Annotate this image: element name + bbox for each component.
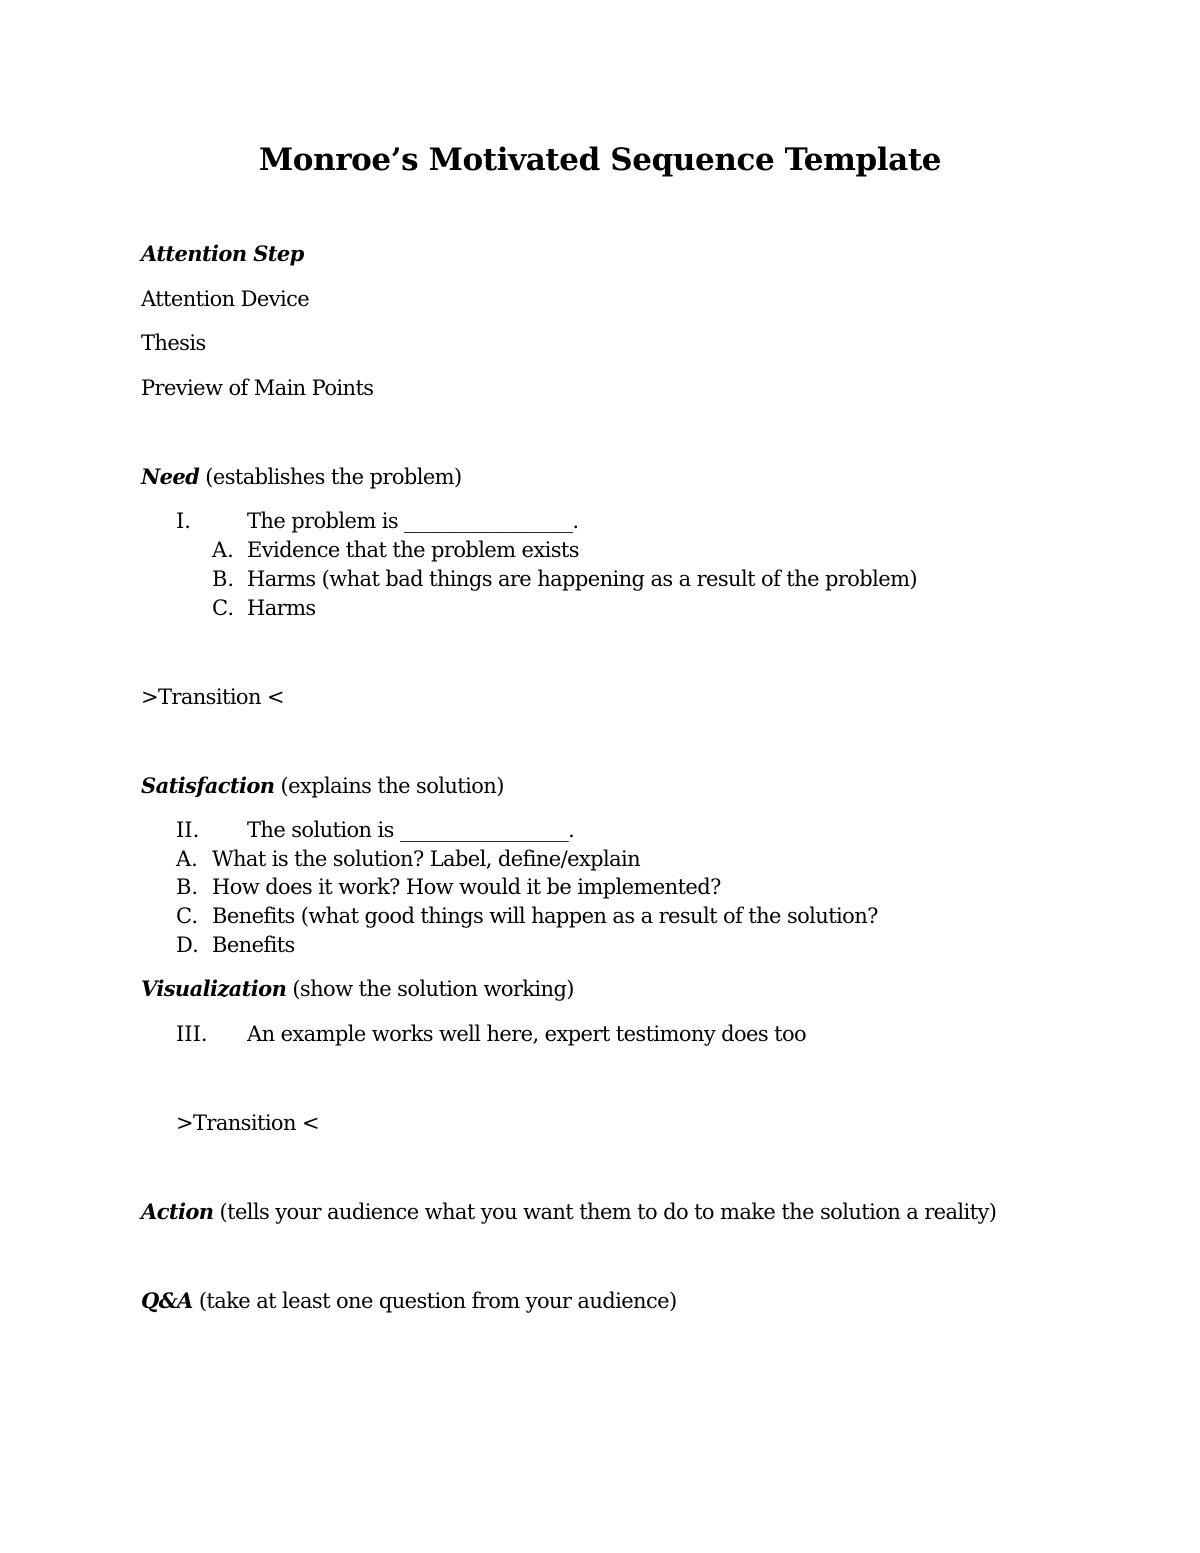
satisfaction-note: (explains the solution) [274, 774, 504, 798]
transition-2: >Transition < [176, 1111, 319, 1135]
attention-item-device: Attention Device [141, 287, 310, 311]
need-note: (establishes the problem) [199, 465, 462, 489]
need-sub-a-letter: A. [212, 538, 234, 562]
action-note: (tells your audience what you want them to do to make the solution a reality) [213, 1200, 997, 1224]
visualization-heading: Visualization [141, 976, 287, 1001]
attention-item-preview: Preview of Main Points [141, 376, 374, 400]
need-main-point: The problem is _________________. [247, 509, 579, 533]
need-sub-b-text: Harms (what bad things are happening as a result of the problem) [247, 567, 917, 591]
transition-1: >Transition < [141, 685, 284, 709]
visualization-line [141, 975, 574, 1003]
qa-heading: Q&A [141, 1288, 193, 1313]
attention-heading: Attention Step [141, 241, 304, 266]
satisfaction-sub-a-text: What is the solution? Label, define/explain [212, 847, 641, 871]
satisfaction-numeral: II. [176, 818, 200, 842]
need-heading: Need [141, 464, 200, 489]
satisfaction-sub-a-letter: A. [176, 847, 198, 871]
need-line [141, 463, 462, 491]
need-sub-b-letter: B. [212, 567, 235, 591]
satisfaction-main-point: The solution is _________________. [247, 818, 575, 842]
satisfaction-sub-c-text: Benefits (what good things will happen as a result of the solution? [212, 904, 878, 928]
action-line [141, 1198, 996, 1226]
need-sub-a-text: Evidence that the problem exists [247, 538, 579, 562]
satisfaction-sub-d-text: Benefits [212, 933, 295, 957]
satisfaction-sub-c-letter: C. [176, 904, 198, 928]
page-title: Monroe’s Motivated Sequence Template [258, 142, 942, 178]
satisfaction-sub-b-letter: B. [176, 875, 199, 899]
visualization-note: (show the solution working) [286, 977, 574, 1001]
attention-item-thesis: Thesis [141, 331, 206, 355]
qa-line [141, 1287, 677, 1315]
need-sub-c-text: Harms [247, 596, 316, 620]
satisfaction-sub-d-letter: D. [176, 933, 199, 957]
need-numeral: I. [176, 509, 191, 533]
visualization-main-point: An example works well here, expert testimony does too [247, 1022, 807, 1046]
satisfaction-line [141, 772, 504, 800]
satisfaction-sub-b-text: How does it work? How would it be implemented? [212, 875, 721, 899]
action-heading: Action [141, 1199, 214, 1224]
visualization-numeral: III. [176, 1022, 208, 1046]
satisfaction-heading: Satisfaction [141, 773, 275, 798]
qa-note: (take at least one question from your audience) [192, 1289, 677, 1313]
need-sub-c-letter: C. [212, 596, 234, 620]
